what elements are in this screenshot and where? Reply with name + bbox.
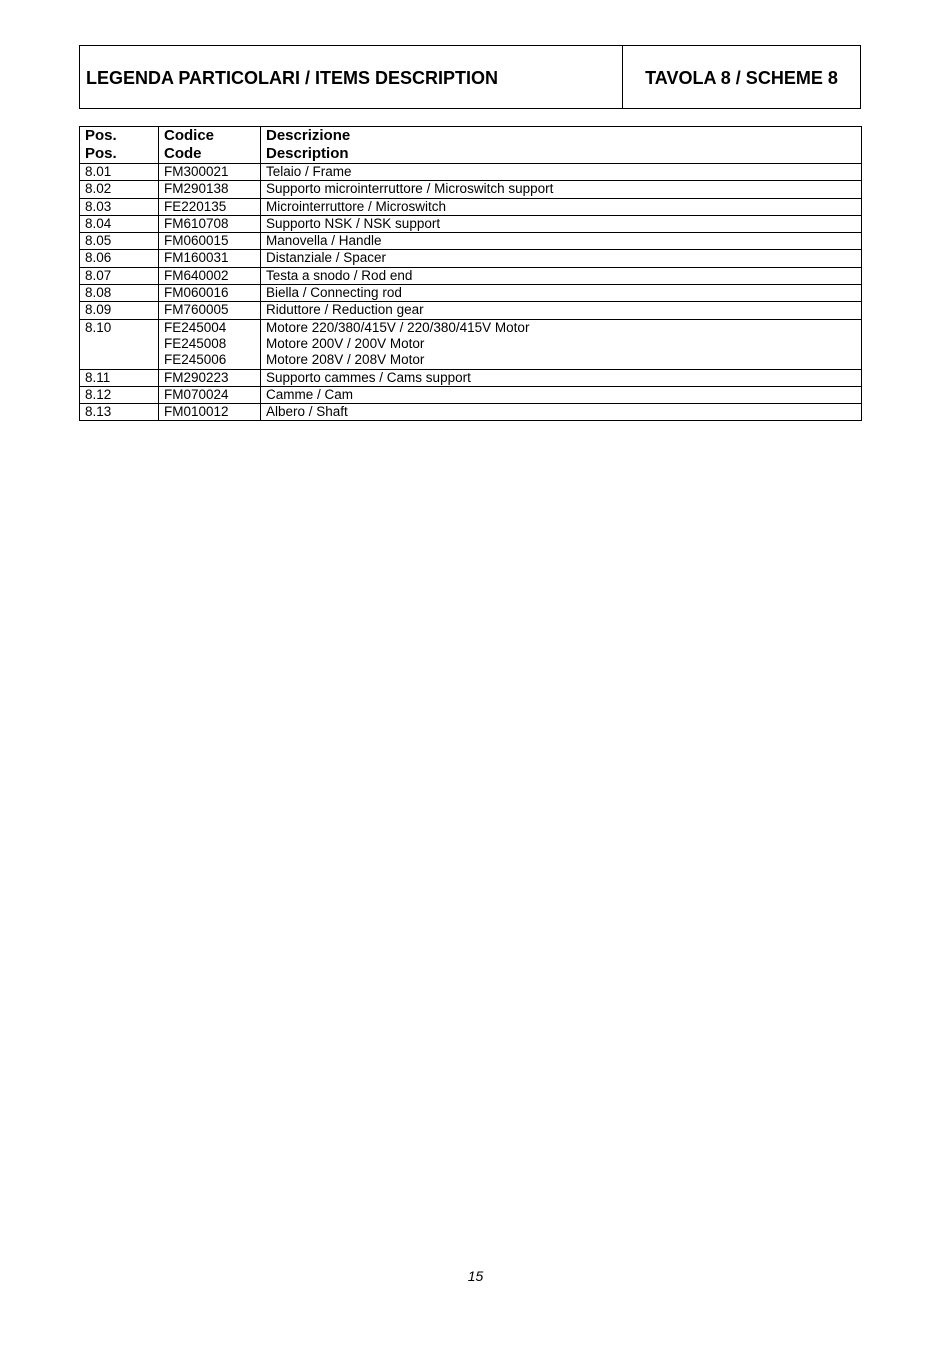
item-code: FM760005 [164, 302, 229, 318]
item-description: Telaio / Frame [266, 164, 352, 179]
item-position: 8.03 [80, 198, 159, 215]
item-description: Supporto microinterruttore / Microswitch support [266, 181, 554, 197]
item-code: FM610708 [164, 215, 229, 231]
item-description-cell [261, 369, 862, 386]
item-code-cell [159, 233, 261, 250]
item-code: FM060015 [164, 233, 229, 249]
header-box [79, 45, 861, 109]
item-code: FM640002 [164, 267, 229, 283]
item-code-cell [159, 198, 261, 215]
item-description-cell [261, 319, 862, 369]
item-description-cell [261, 233, 862, 250]
item-description-cell [261, 164, 862, 181]
header-code-it: Codice [164, 127, 215, 144]
item-position: 8.08 [80, 285, 159, 302]
items-body [80, 164, 862, 421]
item-description: Supporto NSK / NSK support [266, 215, 441, 231]
item-description: Riduttore / Reduction gear [266, 302, 424, 318]
header-desc-it: Descrizione [266, 127, 351, 144]
scheme-label: TAVOLA 8 / SCHEME 8 [645, 67, 838, 88]
header-description [261, 127, 862, 164]
table-row [80, 181, 862, 198]
item-position: 8.01 [80, 164, 159, 181]
item-description: Manovella / Handle [266, 233, 382, 249]
item-description-cell [261, 404, 862, 421]
item-description-cell [261, 267, 862, 284]
item-description: Microinterruttore / Microswitch [266, 198, 447, 214]
item-code-cell [159, 267, 261, 284]
item-position: 8.04 [80, 215, 159, 232]
item-position: 8.02 [80, 181, 159, 198]
table-row [80, 404, 862, 421]
item-description-cell [261, 181, 862, 198]
item-description-cell [261, 302, 862, 319]
table-row [80, 386, 862, 403]
table-row [80, 369, 862, 386]
table-row [80, 319, 862, 369]
item-description-cell [261, 285, 862, 302]
item-description: Supporto cammes / Cams support [266, 369, 471, 385]
item-description: Motore 200V / 200V Motor [266, 335, 425, 351]
table-row [80, 164, 862, 181]
page-number: 15 [467, 1268, 484, 1284]
document-title: LEGENDA PARTICOLARI / ITEMS DESCRIPTION [80, 46, 623, 108]
item-code: FM300021 [164, 164, 229, 179]
item-description-cell [261, 198, 862, 215]
item-position: 8.13 [80, 404, 159, 421]
item-position: 8.09 [80, 302, 159, 319]
item-code-cell [159, 302, 261, 319]
item-description: Motore 220/380/415V / 220/380/415V Motor [266, 319, 530, 335]
item-description: Albero / Shaft [266, 404, 348, 420]
item-code: FM290223 [164, 369, 229, 385]
table-row [80, 285, 862, 302]
header-pos-it: Pos. [85, 127, 117, 144]
item-description: Camme / Cam [266, 386, 354, 402]
item-description-cell [261, 215, 862, 232]
item-code: FM160031 [164, 250, 229, 266]
item-position: 8.11 [80, 369, 159, 386]
item-code: FE245004 [164, 319, 227, 335]
item-code: FE245008 [164, 335, 227, 351]
item-description: Testa a snodo / Rod end [266, 267, 413, 283]
item-position: 8.10 [80, 319, 159, 369]
header-desc-en: Description [266, 145, 349, 162]
item-code: FM290138 [164, 181, 229, 197]
item-code: FM070024 [164, 386, 229, 402]
item-description-cell [261, 250, 862, 267]
item-description: Motore 208V / 208V Motor [266, 352, 425, 368]
table-row [80, 198, 862, 215]
item-code-cell [159, 285, 261, 302]
item-position: 8.06 [80, 250, 159, 267]
table-row [80, 215, 862, 232]
table-row [80, 302, 862, 319]
item-code-cell [159, 369, 261, 386]
item-position: 8.12 [80, 386, 159, 403]
item-description-cell [261, 386, 862, 403]
items-table [79, 126, 862, 421]
item-code: FM060016 [164, 285, 229, 301]
item-position: 8.05 [80, 233, 159, 250]
header-code-en: Code [164, 145, 202, 162]
header-pos-en: Pos. [85, 145, 117, 162]
item-code: FM010012 [164, 404, 229, 420]
item-code-cell [159, 250, 261, 267]
item-code-cell [159, 181, 261, 198]
header-code [159, 127, 261, 164]
item-code-cell [159, 319, 261, 369]
item-position: 8.07 [80, 267, 159, 284]
table-row [80, 250, 862, 267]
header-pos [80, 127, 159, 164]
table-header-row [80, 127, 862, 164]
item-code: FE245006 [164, 352, 227, 368]
item-code: FE220135 [164, 198, 227, 214]
item-description: Distanziale / Spacer [266, 250, 387, 266]
item-code-cell [159, 404, 261, 421]
item-code-cell [159, 215, 261, 232]
item-code-cell [159, 164, 261, 181]
item-description: Biella / Connecting rod [266, 285, 402, 301]
table-row [80, 233, 862, 250]
item-code-cell [159, 386, 261, 403]
table-row [80, 267, 862, 284]
